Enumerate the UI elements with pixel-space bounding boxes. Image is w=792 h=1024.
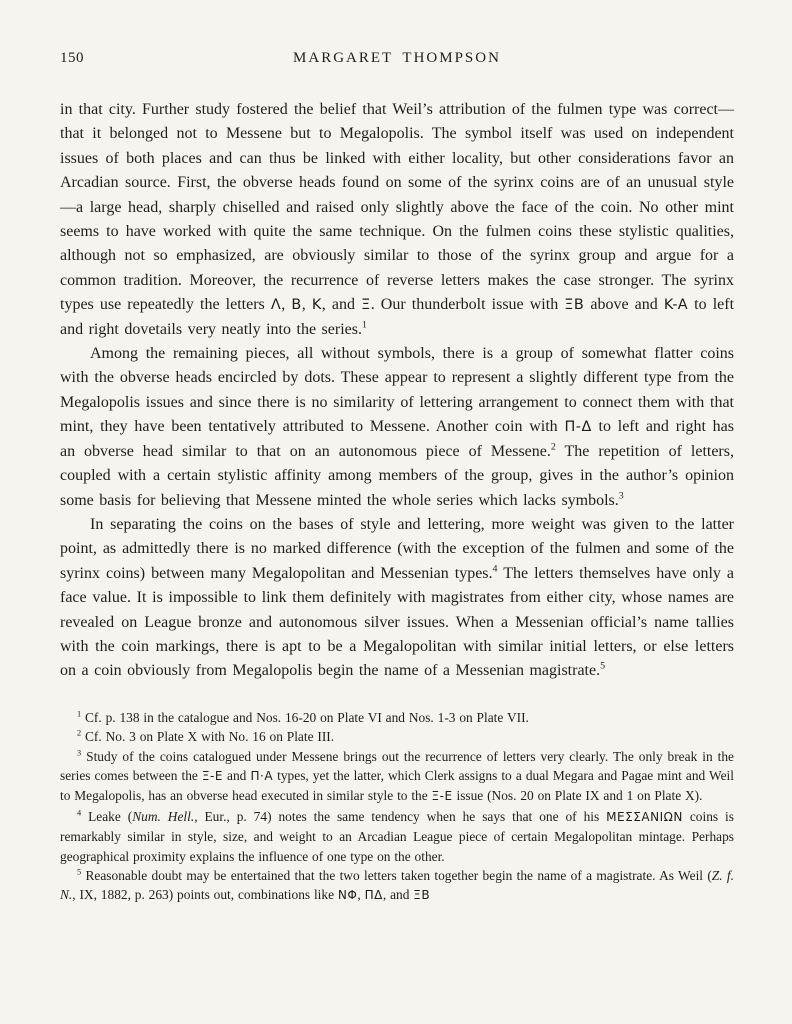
footnote-ref: 2 — [550, 441, 556, 453]
footnote-section — [60, 708, 734, 906]
footnote-ref: 3 — [77, 748, 82, 758]
epigraphic-letters: ΞB — [413, 888, 431, 903]
epigraphic-letters: B — [291, 297, 302, 314]
epigraphic-letters: ΠΔ — [364, 888, 383, 903]
epigraphic-letters: ΜΕΣΣΑΝΙΩΝ — [606, 809, 683, 824]
epigraphic-letters: ΞB — [564, 297, 585, 314]
footnote-ref: 1 — [77, 709, 82, 719]
footnote: $^2$ Cf. No. 3 on Plate X with No. 16 on Plate III. — [77, 728, 335, 745]
epigraphic-letters: K-A — [663, 297, 689, 314]
footnote-ref: 2 — [77, 728, 82, 738]
epigraphic-letters: Λ — [270, 297, 282, 314]
footnote-ref: 4 — [492, 563, 498, 575]
footnote-ref: 5 — [77, 867, 82, 877]
italic-citation: Z. f. N. — [60, 868, 734, 903]
paragraph: In separating the coins on the bases of style and lettering, more weight was given to the latter point, as admittedly there is no marked difference (with the exception of the fulmen and some of the syrinx coins) between many Megalopolitan and Messenian types.$^4$ The letters themselves have only a face value. It is impossible to link them definitely with magistrates from either city, whose names are revealed on League bronze and autonomous silver issues. When a Messenian official’s name tallies with the coin markings, there is apt to be a Megalopolitan with similar initial letters, or else letters on a coin obviously from Megalopolis begin the name of a Messenian magistrate.$^5$ — [60, 515, 734, 680]
footnote: $^4$ Leake (Num. Hell., Eur., p. 74) notes the same tendency when he says that one of his ΜΕΣΣΑΝΙΩΝ coins is remarkably similar in style, size, and weight to an Arcadian League piece of certain Megalopolitan mintage. Perhaps geographical proximity explains the influence of one type on the other. — [60, 808, 734, 864]
page-header — [60, 50, 734, 70]
epigraphic-letters: ΝΦ — [337, 888, 358, 903]
epigraphic-letters: Ξ — [361, 297, 371, 314]
epigraphic-letters: Ξ-E — [431, 789, 453, 804]
footnote: $^5$ Reasonable doubt may be entertained that the two letters taken together begin the name of a magistrate. As Weil (Z. f. N., IX, 1882, p. 263) points out, combinations like ΝΦ, ΠΔ, and ΞB — [60, 867, 734, 903]
epigraphic-letters: K — [311, 297, 322, 314]
epigraphic-letters: Π-Δ — [564, 419, 592, 436]
footnote: $^3$ Study of the coins catalogued under Messene brings out the recurrence of letters very clearly. The only break in the series comes between the Ξ-E and Π·A types, yet the latter, which Clerk assigns to a dual Megara and Pagae mint and Weil to Megalopolis, has an obverse head executed in similar style to the Ξ-E issue (Nos. 20 on Plate IX and 1 on Plate X). — [60, 748, 734, 804]
body-text — [60, 98, 734, 684]
footnote-ref: 4 — [77, 808, 82, 818]
paragraph: in that city. Further study fostered the belief that Weil’s attribution of the fulmen type was correct—that it belonged not to Messene but to Megalopolis. The symbol itself was used on independent issues of both places and can thus be linked with either locality, but other considerations favor an Arcadian source. First, the obverse heads found on some of the syrinx coins are of an unusual style—a large head, sharply chiselled and raised only slightly above the face of the coin. No other mint seems to have worked with quite the same technique. On the fulmen coins these stylistic qualities, although not so emphasized, are obviously similar to those of the syrinx group and argue for a common tradition. Moreover, the recurrence of reverse letters makes the case stronger. The syrinx types use repeatedly the letters Λ, B, K, and Ξ. Our thunderbolt issue with ΞB above and K-A to left and right dovetails very neatly into the series.$^1$ — [60, 101, 735, 338]
epigraphic-letters: Ξ-E — [201, 768, 223, 783]
footnote-ref: 1 — [361, 319, 367, 331]
footnote-ref: 5 — [600, 661, 606, 673]
page-number: 150 — [60, 50, 84, 66]
footnote-ref: 3 — [618, 490, 624, 502]
running-head: MARGARET THOMPSON — [293, 50, 501, 66]
paragraph: Among the remaining pieces, all without symbols, there is a group of somewhat flatter coins with the obverse heads encircled by dots. These appear to represent a slightly different type from the Megalopolis issues and since there is no similarity of lettering arrangement to connect them with that mint, they have been tentatively attributed to Messene. Another coin with Π-Δ to left and right has an obverse head similar to that on an autonomous piece of Messene.$^2$ The repetition of letters, coupled with a certain stylistic affinity among members of the group, gives in the author’s opinion some basis for believing that Messene minted the whole series which lacks symbols.$^3$ — [60, 345, 734, 509]
epigraphic-letters: Π·A — [250, 768, 274, 783]
footnote: $^1$ Cf. p. 138 in the catalogue and Nos. 16-20 on Plate VI and Nos. 1-3 on Plate VII. — [77, 709, 529, 725]
italic-citation: Num. Hell. — [132, 808, 195, 824]
